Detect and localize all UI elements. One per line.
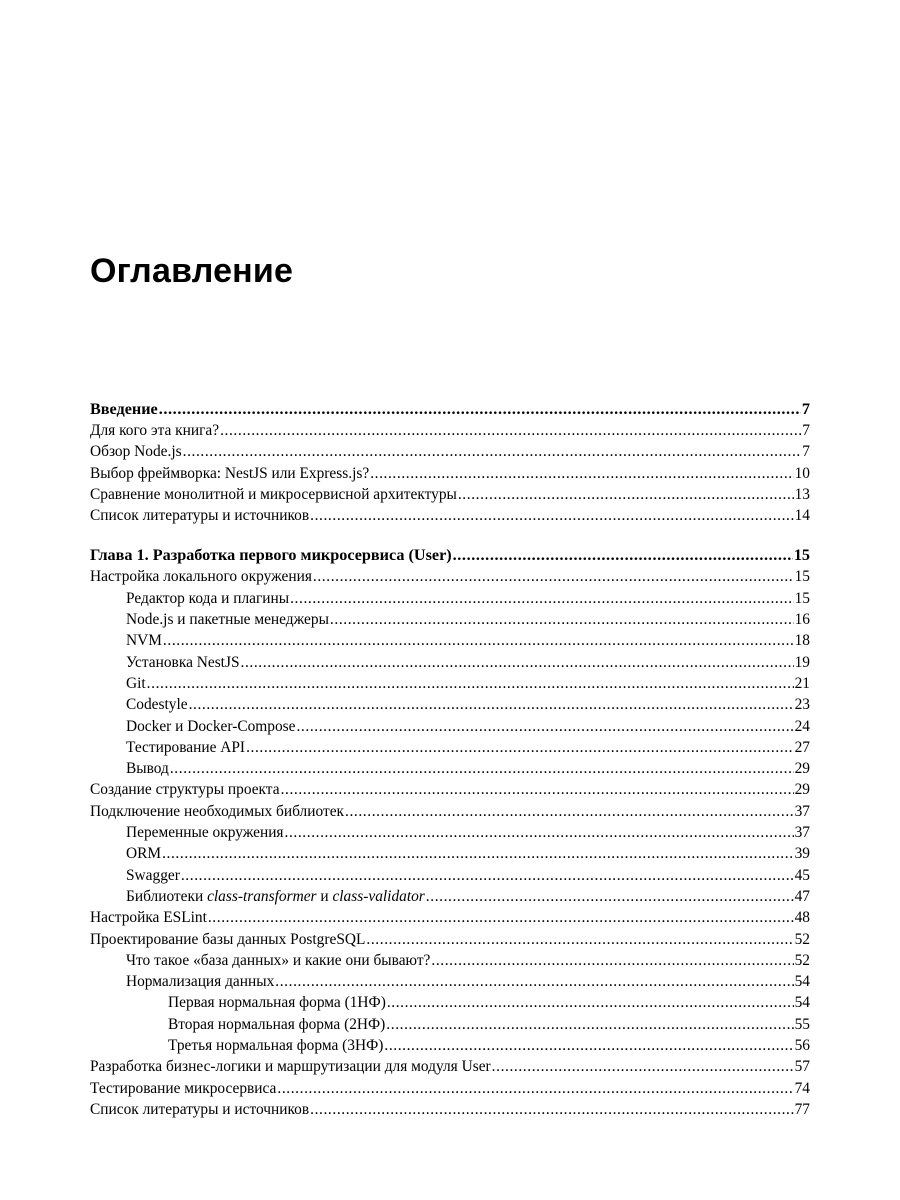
toc-entry-framework-choice[interactable] [90, 463, 810, 484]
toc-entry-env-variables[interactable] [90, 822, 810, 843]
toc-entry-3nf[interactable] [90, 1035, 810, 1056]
toc-entry-page: 47 [794, 887, 810, 905]
page-title: Оглавление [90, 252, 294, 290]
toc-entry-title-conj: и [316, 887, 333, 905]
toc-entry-intro-references[interactable] [90, 505, 810, 526]
toc-leader-dots [384, 1035, 793, 1056]
toc-entry-title [126, 886, 426, 907]
toc-entry-page: 54 [794, 973, 810, 991]
toc-entry-conclusion[interactable] [90, 758, 810, 779]
toc-entry-eslint[interactable] [90, 907, 810, 928]
toc-entry-intro[interactable] [90, 398, 810, 420]
toc-leader-dots [345, 801, 794, 822]
toc-entry-title: Для кого эта книга? [90, 422, 220, 439]
toc-leader-dots [386, 1014, 793, 1035]
toc-entry-page: 74 [794, 1079, 810, 1097]
toc-leader-dots [366, 929, 793, 950]
toc-entry-page: 14 [794, 507, 810, 525]
toc-entry-page: 15 [794, 589, 810, 607]
toc-entry-page: 7 [801, 400, 810, 418]
toc-leader-dots [492, 1056, 794, 1077]
toc-leader-dots [189, 694, 794, 715]
toc-entry-architecture-comparison[interactable] [90, 484, 810, 505]
toc-leader-dots [285, 822, 794, 843]
toc-entry-git[interactable] [90, 673, 810, 694]
toc-entry-class-libs[interactable] [90, 886, 810, 907]
toc-leader-dots [310, 505, 793, 526]
toc-entry-page: 29 [794, 760, 810, 778]
toc-entry-page: 7 [802, 422, 810, 439]
toc-leader-dots [277, 1078, 793, 1099]
toc-entry-title: Глава 1. Разработка первого микросервиса (User) [90, 546, 452, 565]
toc-leader-dots [220, 420, 801, 441]
toc-leader-dots [241, 652, 794, 673]
toc-entry-orm[interactable] [90, 843, 810, 864]
toc-entry-page: 37 [794, 802, 810, 820]
toc-entry-title: Подключение необходимых библиотек [90, 802, 345, 820]
toc-entry-nestjs-install[interactable] [90, 652, 810, 673]
toc-entry-title: Codestyle [126, 696, 188, 714]
toc-entry-title: Вывод [126, 760, 169, 778]
toc-entry-title: Переменные окружения [126, 824, 284, 842]
toc-entry-title: Что такое «база данных» и какие они бывают? [126, 951, 431, 969]
toc-entry-page: 29 [794, 781, 810, 799]
toc-leader-dots [147, 673, 794, 694]
toc-leader-dots [246, 737, 794, 758]
toc-entry-local-env[interactable] [90, 566, 810, 587]
toc-entry-1nf[interactable] [90, 992, 810, 1013]
toc-entry-page: 57 [794, 1058, 810, 1076]
toc-entry-title: Настройка локального окружения [90, 568, 312, 586]
toc-entry-title: Git [126, 674, 146, 692]
toc-entry-title: Редактор кода и плагины [126, 589, 290, 607]
toc-leader-dots [281, 779, 794, 800]
toc-leader-dots [370, 463, 793, 484]
toc-leader-dots [453, 544, 793, 566]
toc-entry-page: 45 [794, 866, 810, 884]
toc-entry-title: Список литературы и источников [90, 507, 310, 525]
toc-entry-page: 13 [794, 485, 810, 503]
toc-entry-title: Разработка бизнес-логики и маршрутизации для модуля User [90, 1058, 491, 1076]
toc-entry-page: 15 [793, 546, 810, 565]
toc-leader-dots [183, 441, 802, 462]
toc-entry-page: 23 [794, 696, 810, 714]
toc-leader-dots [387, 992, 794, 1013]
toc-leader-dots [458, 484, 794, 505]
toc-entry-page: 19 [794, 653, 810, 671]
toc-entry-title: Проектирование базы данных PostgreSQL [90, 930, 366, 948]
toc-leader-dots [159, 398, 801, 420]
toc-entry-title: Тестирование микросервиса [90, 1079, 277, 1097]
toc-entry-nvm[interactable] [90, 630, 810, 651]
toc-entry-title: Создание структуры проекта [90, 781, 280, 799]
table-of-contents [90, 398, 810, 1120]
toc-entry-project-structure[interactable] [90, 779, 810, 800]
toc-entry-api-testing[interactable] [90, 737, 810, 758]
toc-leader-dots [163, 630, 794, 651]
toc-entry-page: 52 [794, 951, 810, 969]
toc-entry-page: 48 [794, 909, 810, 927]
toc-entry-title: Swagger [126, 866, 180, 884]
toc-entry-page: 52 [794, 930, 810, 948]
toc-entry-what-is-db[interactable] [90, 950, 810, 971]
toc-entry-page: 27 [794, 738, 810, 756]
toc-leader-dots [290, 588, 794, 609]
toc-leader-dots [296, 716, 793, 737]
toc-entry-title: ORM [126, 845, 162, 863]
toc-section-chapter1 [90, 544, 810, 1120]
toc-entry-lib-class-validator: class-validator [332, 887, 425, 905]
toc-leader-dots [313, 566, 794, 587]
toc-entry-title: Установка NestJS [126, 653, 240, 671]
toc-entry-codestyle[interactable] [90, 694, 810, 715]
toc-leader-dots [426, 886, 794, 907]
toc-entry-nodejs-package-managers[interactable] [90, 609, 810, 630]
toc-entry-page: 54 [794, 994, 810, 1012]
toc-leader-dots [208, 907, 794, 928]
toc-leader-dots [330, 609, 794, 630]
toc-entry-nodejs-overview[interactable] [90, 441, 810, 462]
toc-entry-title: Настройка ESLint [90, 909, 207, 927]
toc-entry-title: Обзор Node.js [90, 443, 182, 461]
toc-entry-page: 39 [794, 845, 810, 863]
toc-section-intro [90, 398, 810, 526]
toc-entry-title: Список литературы и источников [90, 1100, 310, 1118]
toc-entry-title: Docker и Docker-Compose [126, 717, 296, 735]
toc-entry-title: Сравнение монолитной и микросервисной архитектуры [90, 485, 457, 503]
toc-entry-page: 15 [794, 568, 810, 586]
toc-entry-normalization[interactable] [90, 971, 810, 992]
toc-entry-page: 56 [794, 1037, 810, 1055]
toc-entry-lib-class-transformer: class-transformer [207, 887, 317, 905]
toc-entry-docker[interactable] [90, 716, 810, 737]
toc-entry-page: 24 [794, 717, 810, 735]
toc-entry-microservice-testing[interactable] [90, 1078, 810, 1099]
toc-entry-swagger[interactable] [90, 865, 810, 886]
toc-entry-2nf[interactable] [90, 1014, 810, 1035]
toc-entry-libraries[interactable] [90, 801, 810, 822]
toc-leader-dots [181, 865, 794, 886]
toc-leader-dots [431, 950, 793, 971]
toc-leader-dots [170, 758, 794, 779]
toc-entry-title: Первая нормальная форма (1НФ) [168, 994, 386, 1012]
toc-entry-page: 16 [794, 611, 810, 629]
toc-entry-db-design[interactable] [90, 929, 810, 950]
toc-entry-title: Тестирование API [126, 738, 246, 756]
toc-entry-page: 10 [794, 464, 810, 482]
toc-entry-title: Нормализация данных [126, 973, 275, 991]
toc-entry-chapter1-references[interactable] [90, 1099, 810, 1120]
toc-entry-title: Вторая нормальная форма (2НФ) [168, 1015, 386, 1033]
toc-entry-page: 55 [794, 1015, 810, 1033]
toc-entry-page: 21 [794, 674, 810, 692]
toc-entry-title: Node.js и пакетные менеджеры [126, 611, 329, 629]
toc-entry-title-prefix: Библиотеки [126, 887, 208, 905]
toc-entry-page: 77 [794, 1100, 810, 1118]
toc-entry-page: 18 [794, 632, 810, 650]
toc-entry-title: Выбор фреймворка: NestJS или Express.js? [90, 464, 370, 482]
toc-entry-page: 7 [802, 443, 810, 461]
toc-leader-dots [310, 1099, 793, 1120]
toc-entry-title: Введение [90, 400, 158, 418]
toc-leader-dots [162, 843, 794, 864]
toc-entry-page: 37 [794, 824, 810, 842]
toc-entry-title: Третья нормальная форма (3НФ) [168, 1037, 384, 1055]
toc-entry-code-editor[interactable] [90, 588, 810, 609]
toc-leader-dots [275, 971, 793, 992]
toc-entry-for-whom[interactable] [90, 420, 810, 441]
toc-entry-business-logic[interactable] [90, 1056, 810, 1077]
toc-entry-title: NVM [126, 632, 162, 650]
toc-entry-chapter1[interactable] [90, 544, 810, 566]
